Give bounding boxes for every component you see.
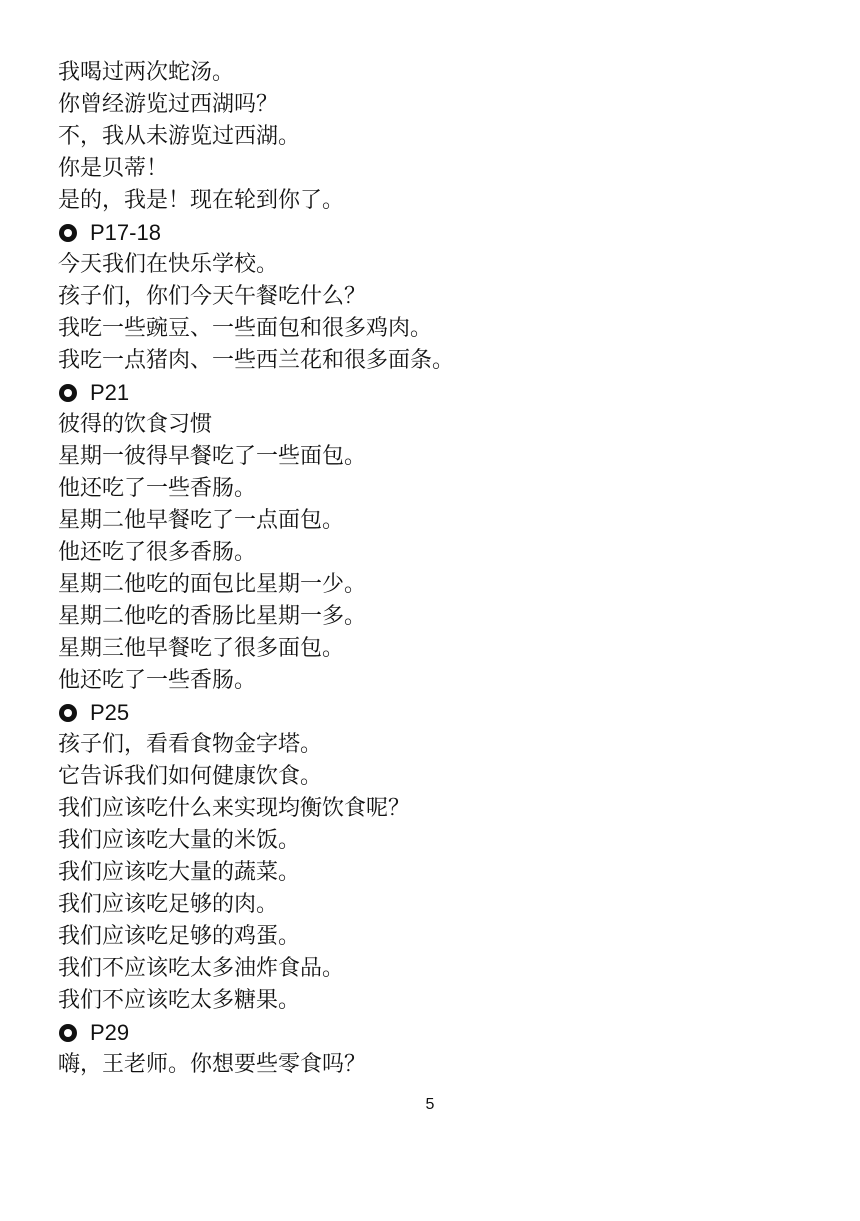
text-line: 孩子们，你们今天午餐吃什么？	[58, 284, 367, 309]
text-line: 星期二他吃的香肠比星期一多。	[58, 604, 367, 629]
text-line: 星期一彼得早餐吃了一些面包。	[58, 444, 367, 469]
text-line: 是的，我是！现在轮到你了。	[58, 188, 345, 213]
text-line: 我们应该吃大量的蔬菜。	[58, 860, 301, 885]
section-heading-p21	[58, 377, 818, 409]
text-line: 不，我从未游览过西湖。	[58, 124, 301, 149]
text-line: 我们不应该吃太多糖果。	[58, 988, 301, 1013]
section-heading-label: P21	[90, 380, 130, 405]
text-line: 我喝过两次蛇汤。	[58, 60, 235, 85]
text-line: 我吃一些豌豆、一些面包和很多鸡肉。	[58, 316, 433, 341]
section-heading-p29	[58, 1017, 818, 1049]
circle-bullet-icon	[59, 384, 77, 402]
circle-bullet-icon	[59, 704, 77, 722]
text-line: 我们不应该吃太多油炸食品。	[58, 956, 345, 981]
section-heading-label: P29	[90, 1020, 130, 1045]
section-heading-label: P17-18	[90, 220, 161, 245]
text-line: 它告诉我们如何健康饮食。	[58, 764, 323, 789]
text-line: 你曾经游览过西湖吗？	[58, 92, 279, 117]
text-line: 嗨，王老师。你想要些零食吗？	[58, 1052, 367, 1077]
page-number: 5	[425, 1096, 435, 1113]
text-line: 我们应该吃大量的米饭。	[58, 828, 301, 853]
text-line: 星期二他吃的面包比星期一少。	[58, 572, 367, 597]
section-heading-label: P25	[90, 700, 130, 725]
text-line: 我们应该吃什么来实现均衡饮食呢？	[58, 796, 411, 821]
text-line: 星期二他早餐吃了一点面包。	[58, 508, 345, 533]
section-heading-p17-18	[58, 217, 818, 249]
text-line: 我们应该吃足够的鸡蛋。	[58, 924, 301, 949]
circle-bullet-icon	[59, 1024, 77, 1042]
text-line: 他还吃了一些香肠。	[58, 476, 257, 501]
text-line: 今天我们在快乐学校。	[58, 252, 279, 277]
document-body	[58, 57, 818, 1081]
section-heading-p25	[58, 697, 818, 729]
text-line: 彼得的饮食习惯	[58, 412, 213, 437]
text-line: 星期三他早餐吃了很多面包。	[58, 636, 345, 661]
text-line: 你是贝蒂！	[58, 156, 169, 181]
text-line: 他还吃了一些香肠。	[58, 668, 257, 693]
circle-bullet-icon	[59, 224, 77, 242]
text-line: 我吃一点猪肉、一些西兰花和很多面条。	[58, 348, 455, 373]
text-line: 他还吃了很多香肠。	[58, 540, 257, 565]
text-line: 孩子们，看看食物金字塔。	[58, 732, 323, 757]
text-line: 我们应该吃足够的肉。	[58, 892, 279, 917]
